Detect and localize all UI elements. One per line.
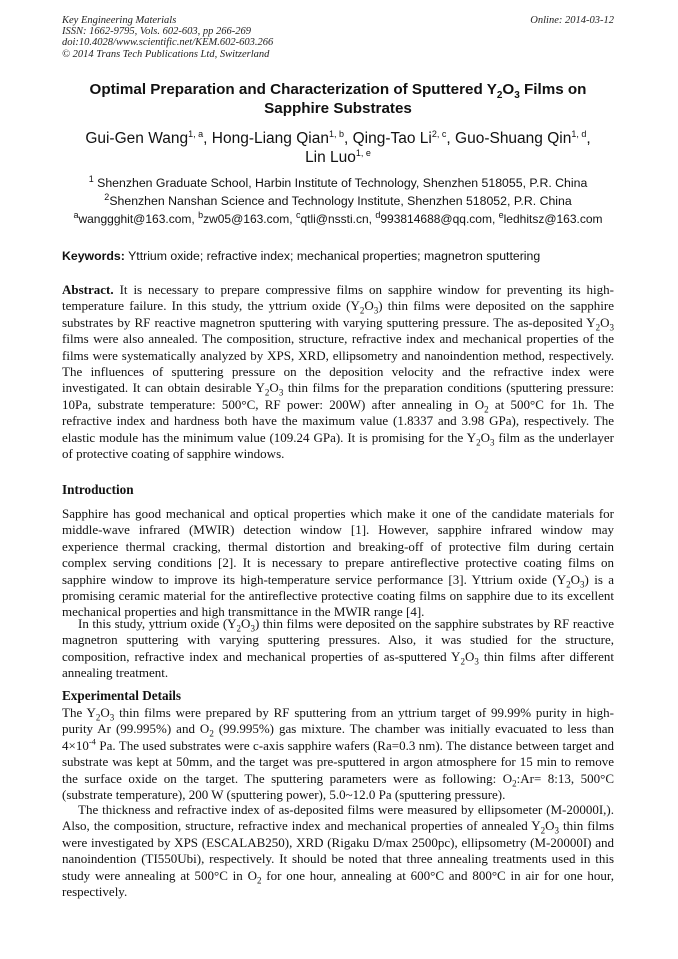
body-text: In this study, yttrium oxide (Y	[78, 616, 237, 631]
abstract-text: O	[600, 314, 610, 330]
subscript: 2	[460, 656, 465, 667]
subscript: 2	[95, 712, 101, 723]
author-affiliation-mark: 1, e	[355, 147, 371, 158]
email-address: 993814688@qq.com,	[380, 212, 499, 226]
subscript: 2	[512, 778, 517, 789]
subscript: 3	[554, 826, 560, 836]
journal-header	[62, 15, 614, 60]
affiliation-mark: 1	[88, 173, 94, 184]
author-name: Hong-Liang Qian	[211, 130, 329, 147]
journal-doi: doi:10.4028/www.scientific.net/KEM.602-603.266	[62, 37, 274, 49]
subscript: 2	[595, 322, 601, 333]
author-name: Gui-Gen Wang	[85, 130, 189, 147]
author-name: Lin Luo	[305, 149, 356, 166]
abstract-label: Abstract.	[62, 282, 114, 297]
subscript: 2	[359, 306, 365, 316]
body-text: The thickness and refractive index of as-deposited films were measured by ellipsometer (M-20000I,). Also, the composition, structure, refractive index and mechanical properties of annealed Y	[62, 802, 614, 834]
body-text: Sapphire has good mechanical and optical properties which make it one of the candidate materials for middle-wave infrared (MWIR) detection window [1]. However, sapphire infrared window may experience thermal cracking, thermal distortion and breaking-off of protective film during certain complex serving conditions [2]. It is necessary to prepare antireflective protective coating films on sapphire window to improve its high-temperature service performance [3]. Yttrium oxide (Y	[62, 506, 614, 587]
abstract-text: thin films for the preparation conditions (sputtering pressure: 10Pa, substrate temperature: 500°C, RF power: 200W) after annealing in O	[62, 380, 614, 412]
subscript: 2	[256, 875, 262, 886]
paper-title	[62, 80, 614, 118]
body-text: O	[100, 705, 110, 720]
subscript: 2	[209, 729, 214, 739]
abstract-text: It is necessary to prepare compressive films on sapphire window for preventing its high-temperature failure. In this study, the yttrium oxide (Y	[62, 282, 614, 314]
author-separator: ,	[446, 130, 456, 147]
abstract-text: O	[269, 380, 279, 396]
keywords	[62, 249, 614, 264]
keywords-label: Keywords:	[62, 249, 125, 263]
subscript: 2	[566, 579, 571, 590]
journal-name: Key Engineering Materials	[62, 15, 177, 26]
body-text: O	[545, 818, 555, 834]
abstract-text: O	[364, 298, 374, 314]
body-text: thin films were investigated by XPS (ESCALAB250), XRD (Rigaku D/max 2500pc), ellipsometry (M-20000I) and nanoindention (TI550Ubi), respectively. It should be noted that three annealing treatments used in this study were annealing at 500°C in O	[62, 818, 615, 883]
body-text: :Ar= 8:13, 500°C (substrate temperature), 200 W (sputtering power), 5.0~12.0 Pa (sputtering pressure).	[62, 770, 614, 803]
subscript: 3	[474, 656, 479, 667]
author-separator: ,	[343, 130, 353, 147]
subscript: 3	[278, 388, 284, 399]
journal-issn: ISSN: 1662-9795, Vols. 602-603, pp 266-269	[62, 26, 251, 38]
email-mark: c	[295, 210, 301, 220]
introduction-paragraph-2	[62, 616, 614, 682]
abstract-text: at 500°C for 1h. The refractive index and hardness both have the maximum value (1.8337 and 3.98 GPa), respectively. The elastic module has the minimum value (109.24 GPa). It is promising for the Y	[62, 396, 614, 445]
body-text: The Y	[62, 705, 96, 720]
body-text: Pa. The used substrates were c-axis sapphire wafers (Ra=0.3 nm). The distance between target and substrate was kept at 50mm, and the target was pre-sputtered in argon atmosphere for 15 min to remove the surface oxide on the target. The sputtering parameters were as following: O	[62, 737, 614, 786]
email-mark: d	[375, 210, 381, 220]
body-text: O	[570, 571, 581, 587]
email-address: qtli@nssti.cn,	[300, 212, 376, 226]
email-mark: b	[198, 210, 204, 220]
body-text: for one hour, annealing at 600°C and 800°C in air for one hour, respectively.	[62, 867, 614, 900]
title-subscript: 2	[496, 90, 503, 102]
body-text: O	[464, 648, 475, 664]
affiliation-mark: 2	[104, 191, 110, 202]
affiliation-2	[62, 191, 614, 209]
abstract-text: film as the underlayer of protective coating of sapphire windows.	[62, 429, 614, 462]
body-text: (99.995%) gas mixture. The chamber was initially evacuated to less than 4×10	[62, 721, 615, 753]
experimental-paragraph-2	[62, 802, 614, 900]
introduction-paragraph-1	[62, 506, 614, 621]
title-text: O	[502, 81, 515, 98]
email-mark: a	[73, 210, 79, 220]
author-affiliation-mark: 2, c	[431, 128, 447, 139]
affiliation-1	[62, 173, 614, 191]
abstract-text: ) thin films were deposited on the sapphire substrates by RF reactive magnetron sputtering with varying sputtering pressure. The as-deposited Y	[62, 298, 614, 330]
title-subscript: 3	[514, 90, 520, 102]
body-text: thin films after different annealing treatment.	[62, 648, 614, 681]
affiliation-text: Shenzhen Graduate School, Harbin Institute of Technology, Shenzhen 518055, P.R. China	[93, 176, 588, 190]
email-list	[62, 212, 614, 227]
subscript: 3	[373, 306, 379, 316]
affiliation-text: Shenzhen Nanshan Science and Technology Institute, Shenzhen 518052, P.R. China	[109, 194, 572, 208]
author-affiliation-mark: 1, b	[328, 128, 344, 139]
subscript: 3	[580, 579, 585, 590]
keywords-text: Yttrium oxide; refractive index; mechanical properties; magnetron sputtering	[124, 249, 541, 263]
author-separator: ,	[586, 130, 591, 147]
subscript: 2	[264, 388, 270, 399]
subscript: 2	[236, 623, 242, 634]
subscript: 3	[489, 437, 495, 448]
body-text: ) is a promising ceramic material for the antireflective protective coating films on sapphire due to its excellent mechanical properties and high transmittance in the MWIR range [4].	[62, 571, 614, 620]
experimental-paragraph-1	[62, 705, 614, 803]
subscript: 3	[109, 712, 115, 723]
subscript: 3	[250, 623, 255, 634]
section-heading-introduction: Introduction	[62, 482, 134, 497]
author-affiliation-mark: 1, d	[571, 128, 587, 139]
section-heading-experimental: Experimental Details	[62, 688, 182, 703]
title-text: Films on Sapphire Substrates	[264, 81, 587, 117]
author-affiliation-mark: 1, a	[188, 128, 204, 139]
body-text: ) thin films were deposited on the sapphire substrates by RF reactive magnetron sputtering with varying sputtering pressures. Also, it was studied for the structure, composition, refractive index and mechanical properties of as-sputtered Y	[62, 616, 614, 664]
title-text: Optimal Preparation and Characterization of Sputtered Y	[89, 81, 497, 98]
author-name: Qing-Tao Li	[352, 130, 432, 147]
abstract-paragraph	[62, 282, 614, 462]
email-address: zw05@163.com,	[203, 212, 296, 226]
email-mark: e	[498, 210, 504, 220]
author-name: Guo-Shuang Qin	[455, 130, 572, 147]
subscript: 2	[476, 437, 481, 448]
superscript: -4	[88, 736, 96, 747]
subscript: 2	[484, 404, 489, 415]
abstract-text: films were also annealed. The composition, structure, refractive index and mechanical properties of the films were systematically analyzed by XPS, XRD, ellipsometry and nanoindention method, respectively. The influences of sputtering pressure on the deposition velocity and the refractive index were investigated. It can obtain desirable Y	[62, 331, 614, 396]
subscript: 3	[609, 322, 614, 333]
subscript: 2	[540, 826, 546, 836]
body-text: thin films were prepared by RF sputtering from an yttrium target of 99.99% purity in high-purity Ar (99.995%) and O	[62, 705, 614, 737]
abstract-text: O	[480, 429, 490, 445]
email-address: wanggghit@163.com,	[78, 212, 199, 226]
author-separator: ,	[203, 130, 212, 147]
email-address: ledhitsz@163.com	[503, 212, 603, 226]
journal-copyright: © 2014 Trans Tech Publications Ltd, Switzerland	[62, 48, 270, 60]
author-list	[62, 129, 614, 167]
body-text: O	[241, 616, 251, 631]
online-date: Online: 2014-03-12	[530, 15, 614, 26]
